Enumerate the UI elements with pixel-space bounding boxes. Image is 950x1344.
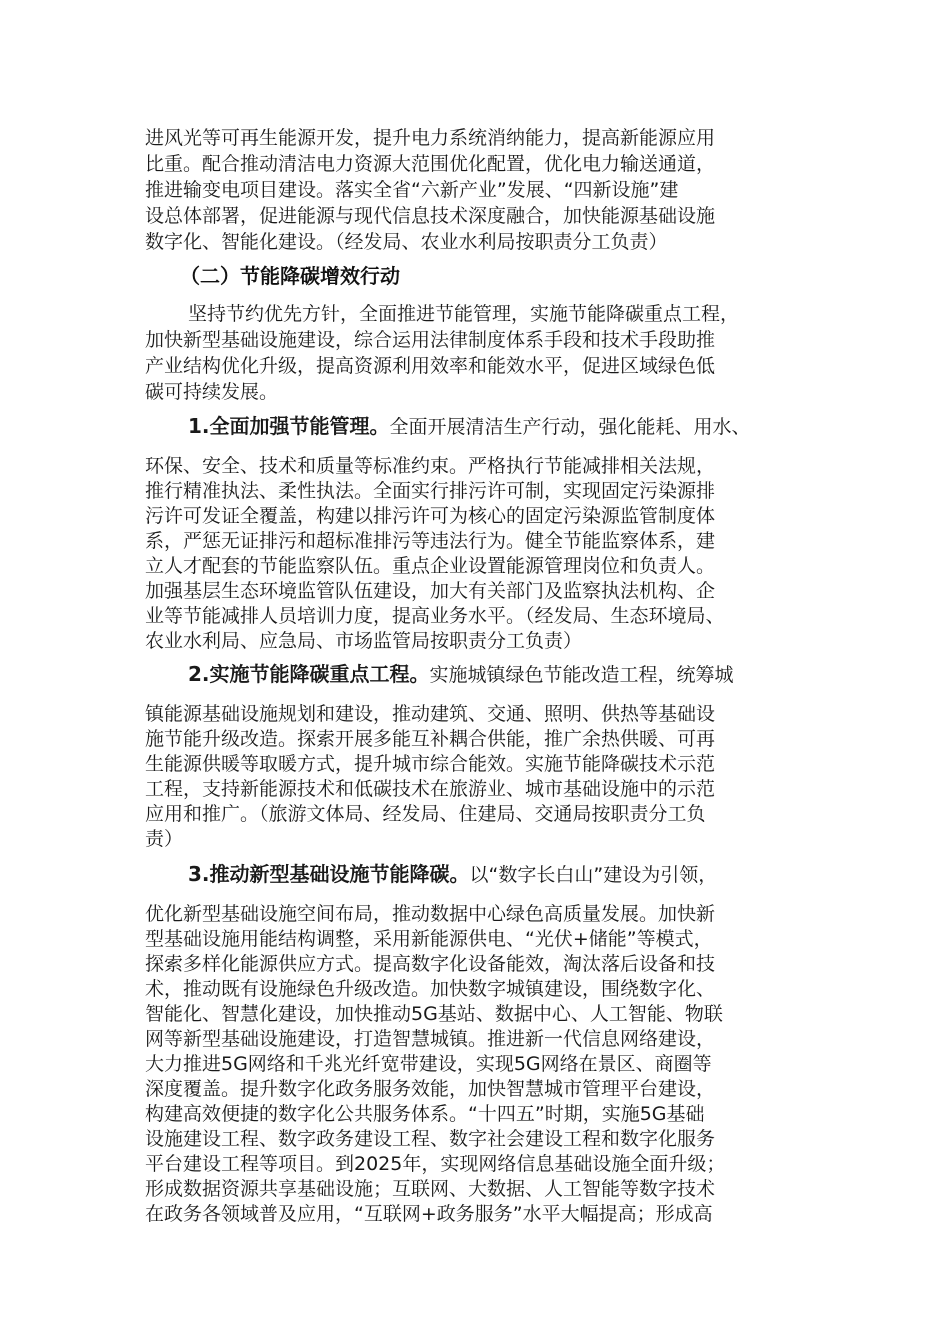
item2-line-4: 工程，支持新能源技术和低碳技术在旅游业、城市基础设施中的示范: [145, 778, 716, 800]
item3-line-9: 构建高效便捷的数字化公共服务体系。“十四五”时期，实施5G基础: [145, 1103, 705, 1125]
item3-line-2: 型基础设施用能结构调整，采用新能源供电、“光伏+储能”等模式，: [145, 928, 713, 950]
section-para-line-1: 坚持节约优先方针，全面推进节能管理，实施节能降碳重点工程，: [188, 303, 740, 325]
section-heading: （二）节能降碳增效行动: [180, 264, 400, 288]
item2-first-line: [188, 662, 734, 687]
item3-title: 3.推动新型基础设施节能降碳。: [188, 862, 470, 886]
item3-line-10: 设施建设工程、数字政务建设工程、数字社会建设工程和数字化服务: [145, 1128, 716, 1150]
item3-line-4: 术，推动既有设施绿色升级改造。加快数字城镇建设，围绕数字化、: [145, 978, 716, 1000]
item2-title: 2.实施节能降碳重点工程。: [188, 662, 430, 686]
item3-line-6: 网等新型基础设施建设，打造智慧城镇。推进新一代信息网络建设，: [145, 1028, 716, 1050]
item3-line-1: 优化新型基础设施空间布局，推动数据中心绿色高质量发展。加快新: [145, 903, 716, 925]
item3-line-13: 在政务各领域普及应用，“互联网+政务服务”水平大幅提高；形成高: [145, 1203, 713, 1225]
item3-line-8: 深度覆盖。提升数字化政务服务效能，加快智慧城市管理平台建设，: [145, 1078, 716, 1100]
item2-line-1: 镇能源基础设施规划和建设，推动建筑、交通、照明、供热等基础设: [145, 703, 716, 725]
item1-line-5: 立人才配套的节能监察队伍。重点企业设置能源管理岗位和负责人。: [145, 555, 716, 577]
intro-line-4: 设总体部署，促进能源与现代信息技术深度融合，加快能源基础设施: [145, 205, 716, 227]
section-para-line-2: 加快新型基础设施建设，综合运用法律制度体系手段和技术手段助推: [145, 329, 716, 351]
item3-first-line: [188, 862, 717, 887]
item1-title: 1.全面加强节能管理。: [188, 414, 390, 438]
intro-line-2: 比重。配合推动清洁电力资源大范围优化配置，优化电力输送通道，: [145, 153, 716, 175]
item3-line-11: 平台建设工程等项目。到2025年，实现网络信息基础设施全面升级；: [145, 1153, 726, 1175]
item1-line-6: 加强基层生态环境监管队伍建设，加大有关部门及监察执法机构、企: [145, 580, 716, 602]
item1-line-4: 系，严惩无证排污和超标准排污等违法行为。健全节能监察体系，建: [145, 530, 716, 552]
item1-first-line-rest: 全面开展清洁生产行动，强化能耗、用水、: [389, 416, 751, 438]
item1-first-line: [188, 414, 751, 439]
item3-first-line-rest: 以“数字长白山”建设为引领，: [469, 864, 718, 886]
item2-first-line-rest: 实施城镇绿色节能改造工程，统筹城: [429, 664, 734, 686]
intro-line-3: 推进输变电项目建设。落实全省“六新产业”发展、“四新设施”建: [145, 179, 679, 201]
item3-line-5: 智能化、智慧化建设，加快推动5G基站、数据中心、人工智能、物联: [145, 1003, 723, 1025]
item1-line-8: 农业水利局、应急局、市场监管局按职责分工负责）: [145, 630, 583, 652]
intro-line-1: 进风光等可再生能源开发，提升电力系统消纳能力，提高新能源应用: [145, 127, 716, 149]
item3-line-3: 探索多样化能源供应方式。提高数字化设备能效，淘汰落后设备和技: [145, 953, 716, 975]
item1-line-1: 环保、安全、技术和质量等标准约束。严格执行节能减排相关法规，: [145, 455, 716, 477]
item1-line-7: 业等节能减排人员培训力度，提高业务水平。（经发局、生态环境局、: [145, 605, 725, 627]
item2-line-3: 生能源供暖等取暖方式，提升城市综合能效。实施节能降碳技术示范: [145, 753, 716, 775]
item2-line-6: 责）: [145, 828, 184, 850]
section-para-line-3: 产业结构优化升级，提高资源利用效率和能效水平，促进区域绿色低: [145, 355, 716, 377]
item2-line-2: 施节能升级改造。探索开展多能互补耦合供能，推广余热供暖、可再: [145, 728, 716, 750]
intro-line-5: 数字化、智能化建设。（经发局、农业水利局按职责分工负责）: [145, 231, 668, 253]
item3-line-12: 形成数据资源共享基础设施；互联网、大数据、人工智能等数字技术: [145, 1178, 716, 1200]
section-para-line-4: 碳可持续发展。: [145, 381, 279, 403]
item3-line-7: 大力推进5G网络和千兆光纤宽带建设，实现5G网络在景区、商圈等: [145, 1053, 712, 1075]
item1-line-2: 推行精准执法、柔性执法。全面实行排污许可制，实现固定污染源排: [145, 480, 716, 502]
item1-line-3: 污许可发证全覆盖，构建以排污许可为核心的固定污染源监管制度体: [145, 505, 716, 527]
item2-line-5: 应用和推广。（旅游文体局、经发局、住建局、交通局按职责分工负: [145, 803, 706, 825]
